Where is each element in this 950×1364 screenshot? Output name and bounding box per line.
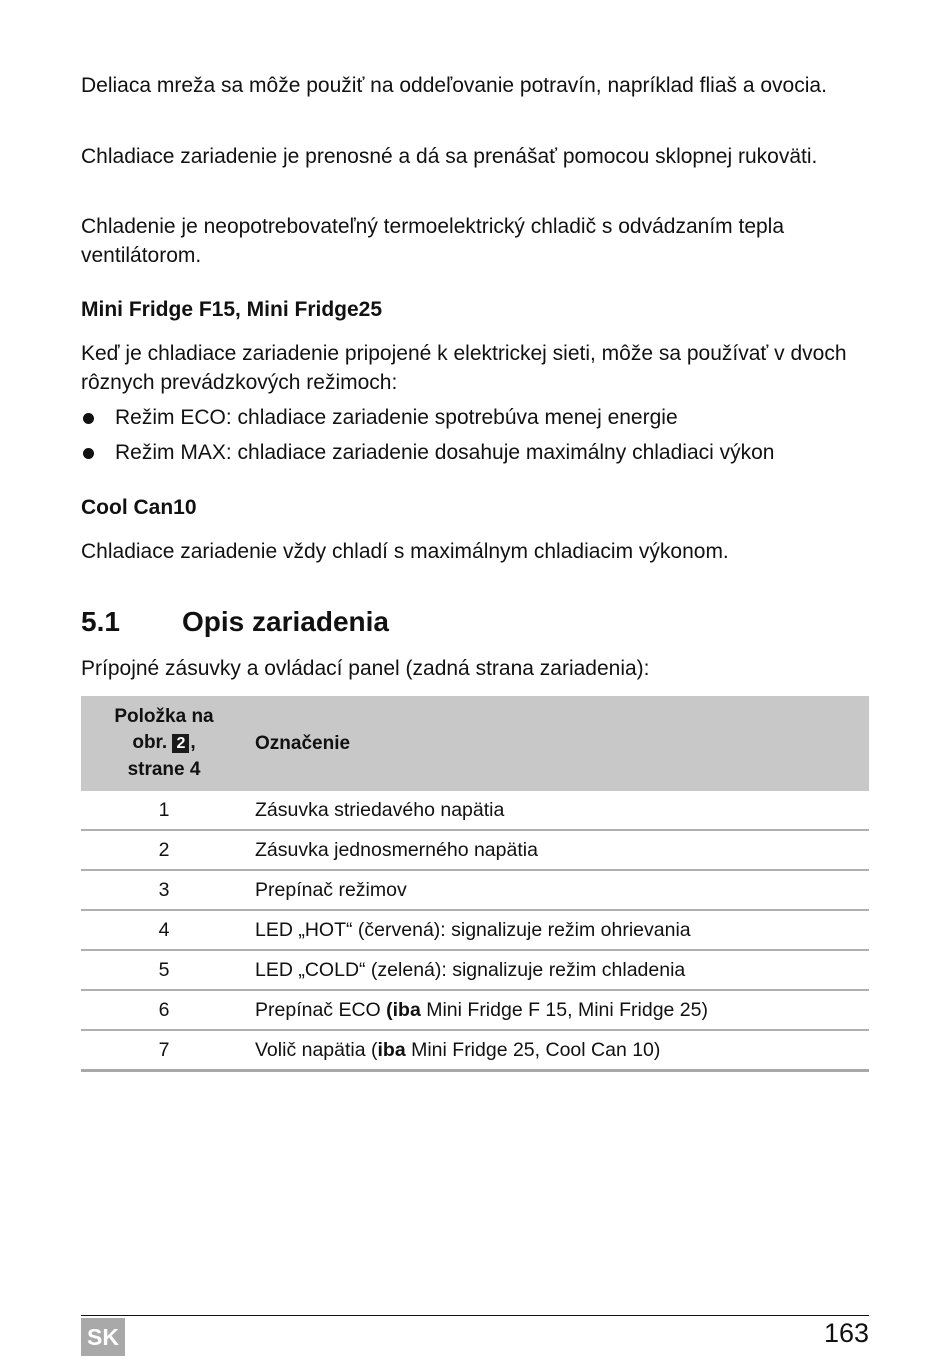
section-heading: [81, 606, 389, 638]
bullet-icon: [83, 413, 94, 424]
section-title: Opis zariadenia: [182, 606, 389, 637]
table-row: 5 LED „COLD“ (zelená): signalizuje režim chladenia: [81, 950, 869, 990]
subhead-mini-fridge: Mini Fridge F15, Mini Fridge25: [81, 298, 383, 321]
page-number: 163: [823, 1318, 869, 1348]
bullet-icon: [83, 448, 94, 459]
paragraph-table-intro: Prípojné zásuvky a ovládací panel (zadná strana zariadenia):: [81, 657, 650, 680]
table-row: 1 Zásuvka striedavého napätia: [81, 791, 869, 830]
header-designation: Označenie: [247, 696, 869, 791]
paragraph-portable: Chladiace zariadenie je prenosné a dá sa prenášať pomocou sklopnej rukoväti.: [81, 145, 818, 168]
table-row: 2 Zásuvka jednosmerného napätia: [81, 830, 869, 870]
paragraph-divider-net: Deliaca mreža sa môže použiť na oddeľovanie potravín, napríklad fliaš a ovocia.: [81, 74, 827, 97]
items-table: [81, 696, 869, 1072]
table-header-row: [81, 696, 869, 791]
paragraph-modes: Keď je chladiace zariadenie pripojené k elektrickej sieti, môže sa používať v dvoch rôznych prevádzkových režimoch:: [81, 342, 847, 394]
subhead-cool-can: Cool Can10: [81, 496, 197, 519]
table-row: 6 Prepínač ECO (iba Mini Fridge F 15, Mini Fridge 25): [81, 990, 869, 1030]
footer-divider: [81, 1315, 869, 1316]
table-row: 4 LED „HOT“ (červená): signalizuje režim ohrievania: [81, 910, 869, 950]
figure-number-badge: 2: [172, 734, 189, 753]
section-number: 5.1: [81, 606, 120, 637]
language-badge: SK: [81, 1318, 125, 1356]
table-row: 3 Prepínač režimov: [81, 870, 869, 910]
list-item: Režim ECO: chladiace zariadenie spotrebúva menej energie: [81, 404, 774, 432]
paragraph-max-cooling: Chladiace zariadenie vždy chladí s maximálnym chladiacim výkonom.: [81, 540, 729, 563]
list-item: Režim MAX: chladiace zariadenie dosahuje maximálny chladiaci výkon: [81, 439, 774, 467]
header-item-number: Položka na obr. 2 , strane 4: [81, 696, 247, 791]
mode-list: [81, 404, 774, 474]
paragraph-cooling: Chladenie je neopotrebovateľný termoelektrický chladič s odvádzaním tepla ventilátorom.: [81, 215, 785, 267]
table-row: 7 Volič napätia (iba Mini Fridge 25, Cool Can 10): [81, 1030, 869, 1071]
